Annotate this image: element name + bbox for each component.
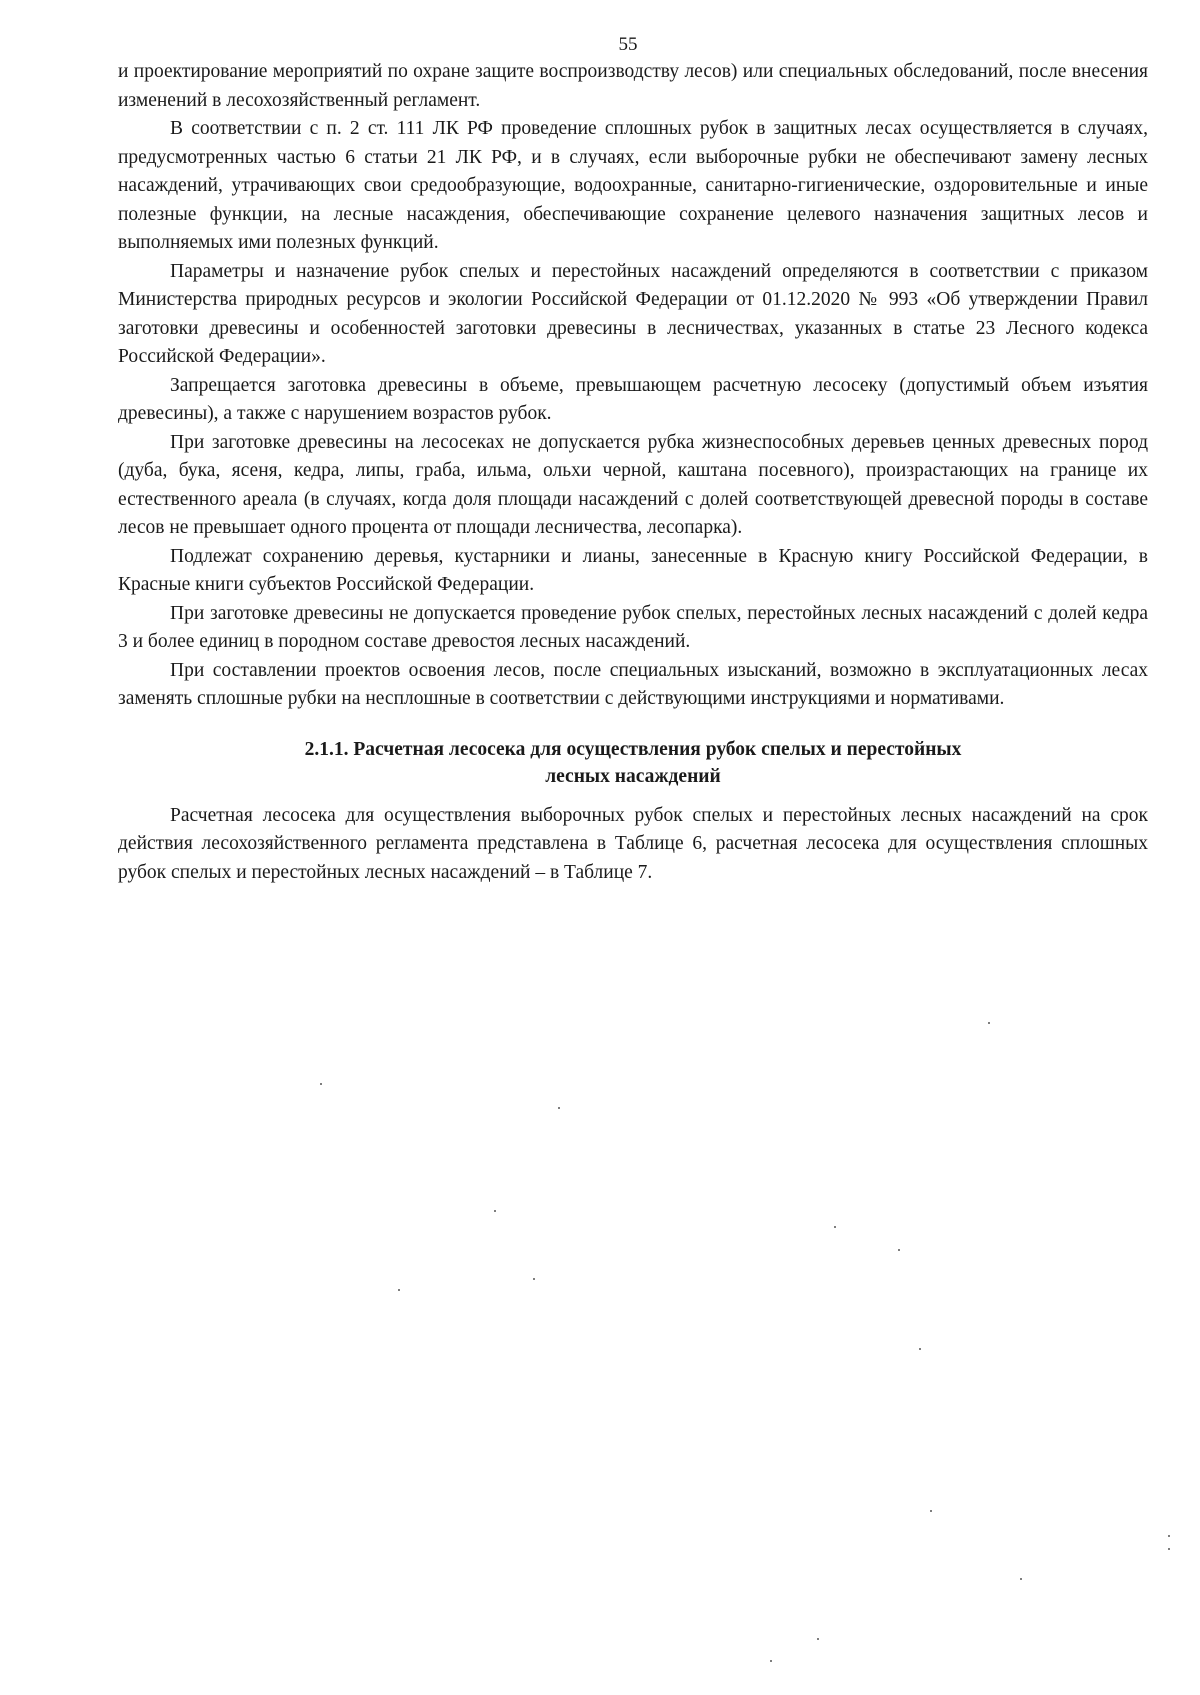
scan-speck bbox=[919, 1348, 921, 1350]
document-body bbox=[118, 58, 1148, 887]
scan-speck bbox=[930, 1510, 932, 1512]
paragraph-valuable-species: При заготовке древесины на лесосеках не допускается рубка жизнеспособных деревьев ценных древесных пород (дуба, бука, ясеня, кедра, липы, граба, ильма, ольхи черной, каштана посевного), произрастающих на границе их естественного ареала (в случаях, когда доля площади насаждений с долей соответствующей древесной породы в составе лесов не превышает одного процента от площади лесничества, лесопарка). bbox=[118, 431, 1148, 538]
paragraph-felling-parameters: Параметры и назначение рубок спелых и перестойных насаждений определяются в соответствии с приказом Министерства природных ресурсов и экологии Российской Федерации от 01.12.2020 № 993 «Об утверждении Правил заготовки древесины и особенностей заготовки древесины в лесничествах, указанных в статье 23 Лесного кодекса Российской Федерации». bbox=[118, 260, 1148, 367]
section-heading-line-2: лесных насаждений bbox=[545, 765, 721, 787]
scan-speck bbox=[817, 1638, 819, 1640]
scan-speck bbox=[320, 1083, 322, 1085]
scan-speck bbox=[558, 1107, 560, 1109]
paragraph-cedar-share: При заготовке древесины не допускается проведение рубок спелых, перестойных лесных насаждений с долей кедра 3 и более единиц в породном составе древостоя лесных насаждений. bbox=[118, 602, 1148, 652]
scan-speck bbox=[988, 1022, 990, 1024]
scan-speck bbox=[398, 1289, 400, 1291]
scan-speck bbox=[533, 1278, 535, 1280]
scan-speck bbox=[1020, 1578, 1022, 1580]
scan-speck bbox=[1168, 1535, 1170, 1537]
paragraph-harvest-volume-limit: Запрещается заготовка древесины в объеме, превышающем расчетную лесосеку (допустимый объем изъятия древесины), а также с нарушением возрастов рубок. bbox=[118, 374, 1148, 424]
section-heading-line-1: 2.1.1. Расчетная лесосека для осуществления рубок спелых и перестойных bbox=[304, 738, 962, 760]
scan-speck bbox=[834, 1226, 836, 1228]
paragraph-red-book-species: Подлежат сохранению деревья, кустарники и лианы, занесенные в Красную книгу Российской Федерации, в Красные книги субъектов Российской Федерации. bbox=[118, 545, 1148, 595]
page-number: 55 bbox=[618, 34, 638, 55]
paragraph-clearcut-protective-forests: В соответствии с п. 2 ст. 111 ЛК РФ проведение сплошных рубок в защитных лесах осуществляется в случаях, предусмотренных частью 6 статьи 21 ЛК РФ, и в случаях, если выборочные рубки не обеспечивают замену лесных насаждений, утрачивающих свои средообразующие, водоохранные, санитарно-гигиенические, оздоровительные и иные полезные функции, на лесные насаждения, обеспечивающие сохранение целевого назначения защитных лесов и выполняемых ими полезных функций. bbox=[118, 118, 1148, 253]
scan-speck bbox=[1168, 1548, 1170, 1550]
paragraph-continuation: и проектирование мероприятий по охране защите воспроизводству лесов) или специальных обследований, после внесения изменений в лесохозяйственный регламент. bbox=[118, 61, 1148, 111]
paragraph-allowable-cut-tables: Расчетная лесосека для осуществления выборочных рубок спелых и перестойных лесных насаждений на срок действия лесохозяйственного регламента представлена в Таблице 6, расчетная лесосека для осуществления сплошных рубок спелых и перестойных лесных насаждений – в Таблице 7. bbox=[118, 804, 1148, 883]
section-heading bbox=[118, 736, 1148, 790]
paragraph-development-projects: При составлении проектов освоения лесов, после специальных изысканий, возможно в эксплуатационных лесах заменять сплошные рубки на несплошные в соответствии с действующими инструкциями и нормативами. bbox=[118, 659, 1148, 709]
scan-speck bbox=[494, 1210, 496, 1212]
scan-speck bbox=[898, 1249, 900, 1251]
scan-speck bbox=[770, 1660, 772, 1662]
